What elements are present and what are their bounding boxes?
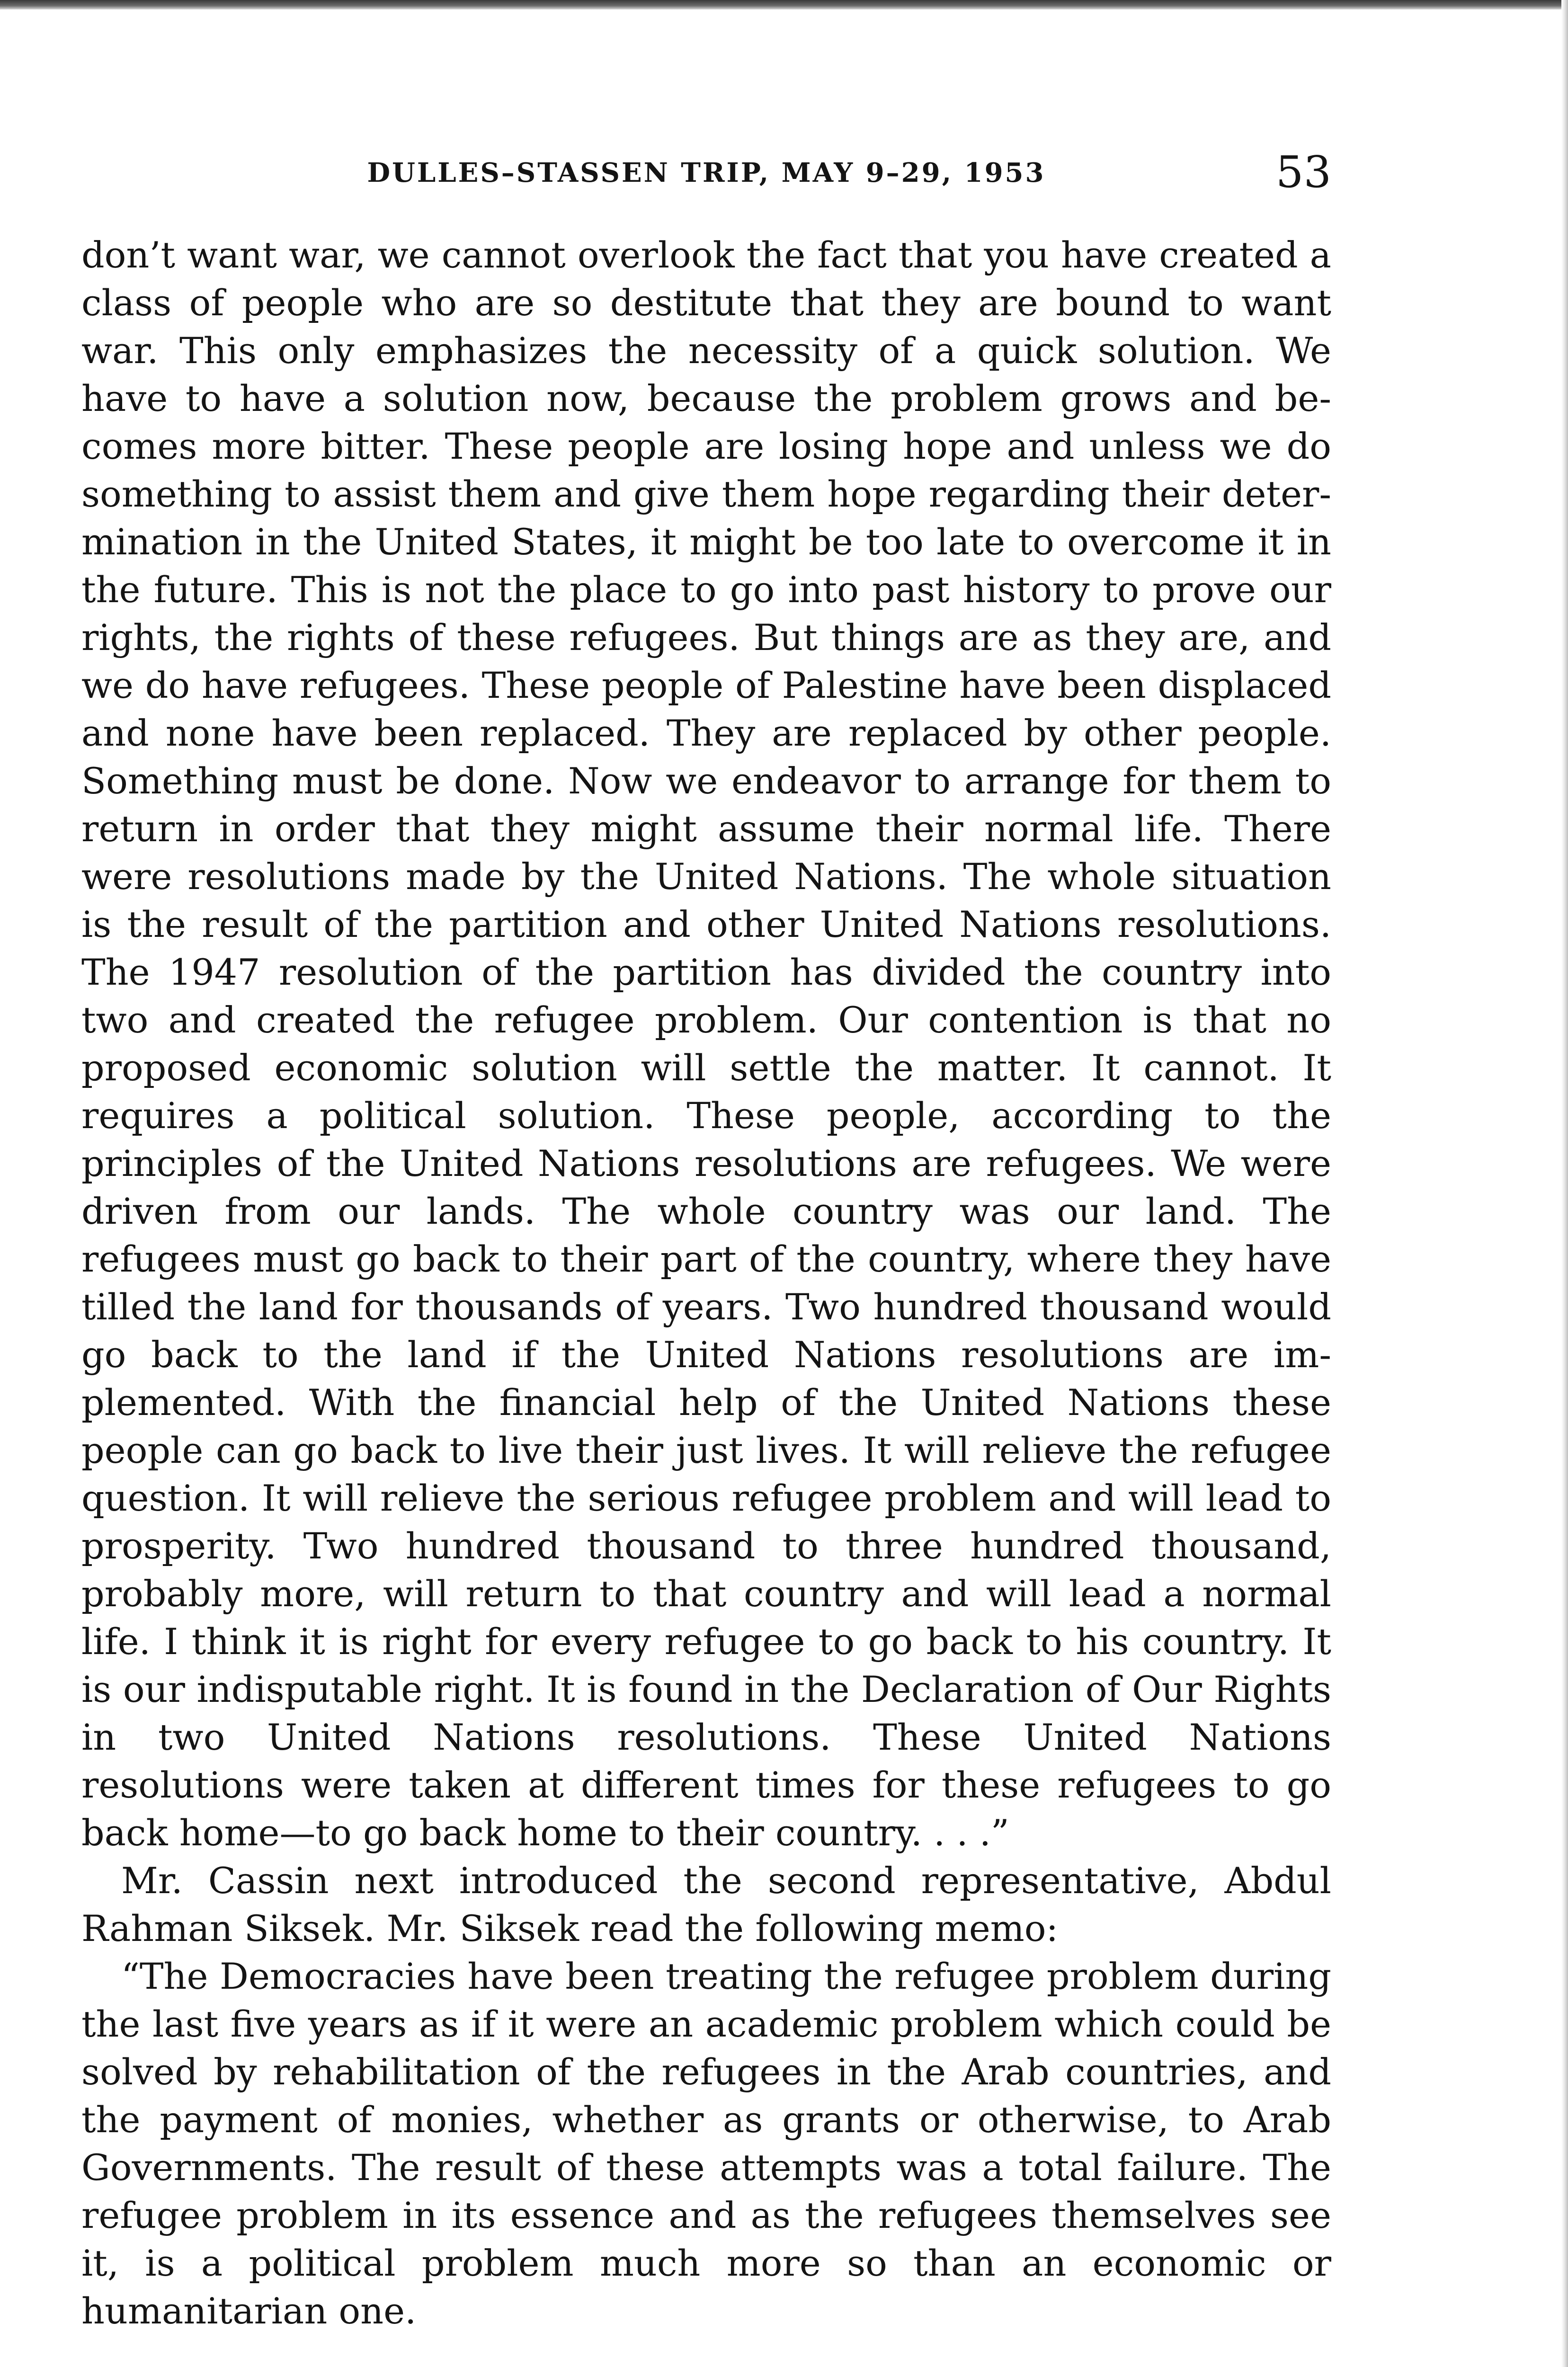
page-body xyxy=(81,231,1331,2367)
paragraph-quote-continuation: don’t want war, we cannot overlook the fact that you have created a class of people who are so destitute that they are bound to want war. This only emphasizes the necessity of a quick solution. We have to have a solution now, because the problem grows and becomes more bitter. These people are losing hope and unless we do something to assist them and give them hope regarding their determination in the United States, it might be too late to overcome it in the future. This is not the place to go into past history to prove our rights, the rights of these refugees. But things are as they are, and we do have refugees. These people of Palestine have been displaced and none have been replaced. They are replaced by other people. Something must be done. Now we endeavor to arrange for them to return in order that they might assume their normal life. There were resolutions made by the United Nations. The whole situation is the result of the partition and other United Nations resolutions. The 1947 resolution of the partition has divided the country into two and created the refugee problem. Our contention is that no proposed economic solution will settle the matter. It cannot. It requires a political solution. These people, according to the principles of the United Nations resolutions are refugees. We were driven from our lands. The whole country was our land. The refugees must go back to their part of the country, where they have tilled the land for thousands of years. Two hundred thousand would go back to the land if the United Nations resolutions are implemented. With the financial help of the United Nations these people can go back to live their just lives. It will relieve the refugee question. It will relieve the serious refugee problem and will lead to prosperity. Two hundred thousand to three hundred thousand, probably more, will return to that country and will lead a normal life. I think it is right for every refugee to go back to his country. It is our indisputable right. It is found in the Declaration of Our Rights in two United Nations resolutions. These United Nations resolutions were taken at different times for these refugees to go back home—to go back home to their country. . . .” xyxy=(81,234,1331,1854)
paragraph-siksek-memo: “The Democracies have been treating the refugee problem during the last five years as if it were an academic problem which could be solved by rehabilitation of the refugees in the Arab countries, and the payment of monies, whether as grants or otherwise, to Arab Governments. The result of these attempts was a total failure. The refugee problem in its essence and as the refugees themselves see it, is a political problem much more so than an economic or humanitarian one. xyxy=(81,1955,1331,2332)
page-header xyxy=(81,147,1331,199)
page-number: 53 xyxy=(1275,147,1331,197)
running-head: DULLES–STASSEN TRIP, MAY 9–29, 1953 xyxy=(367,157,1046,188)
scan-top-edge xyxy=(0,0,1568,9)
scan-right-edge xyxy=(1561,0,1568,2367)
paragraph-cassin-introduction: Mr. Cassin next introduced the second representative, Abdul Rahman Siksek. Mr. Siksek read the following memo: xyxy=(81,1860,1331,1949)
